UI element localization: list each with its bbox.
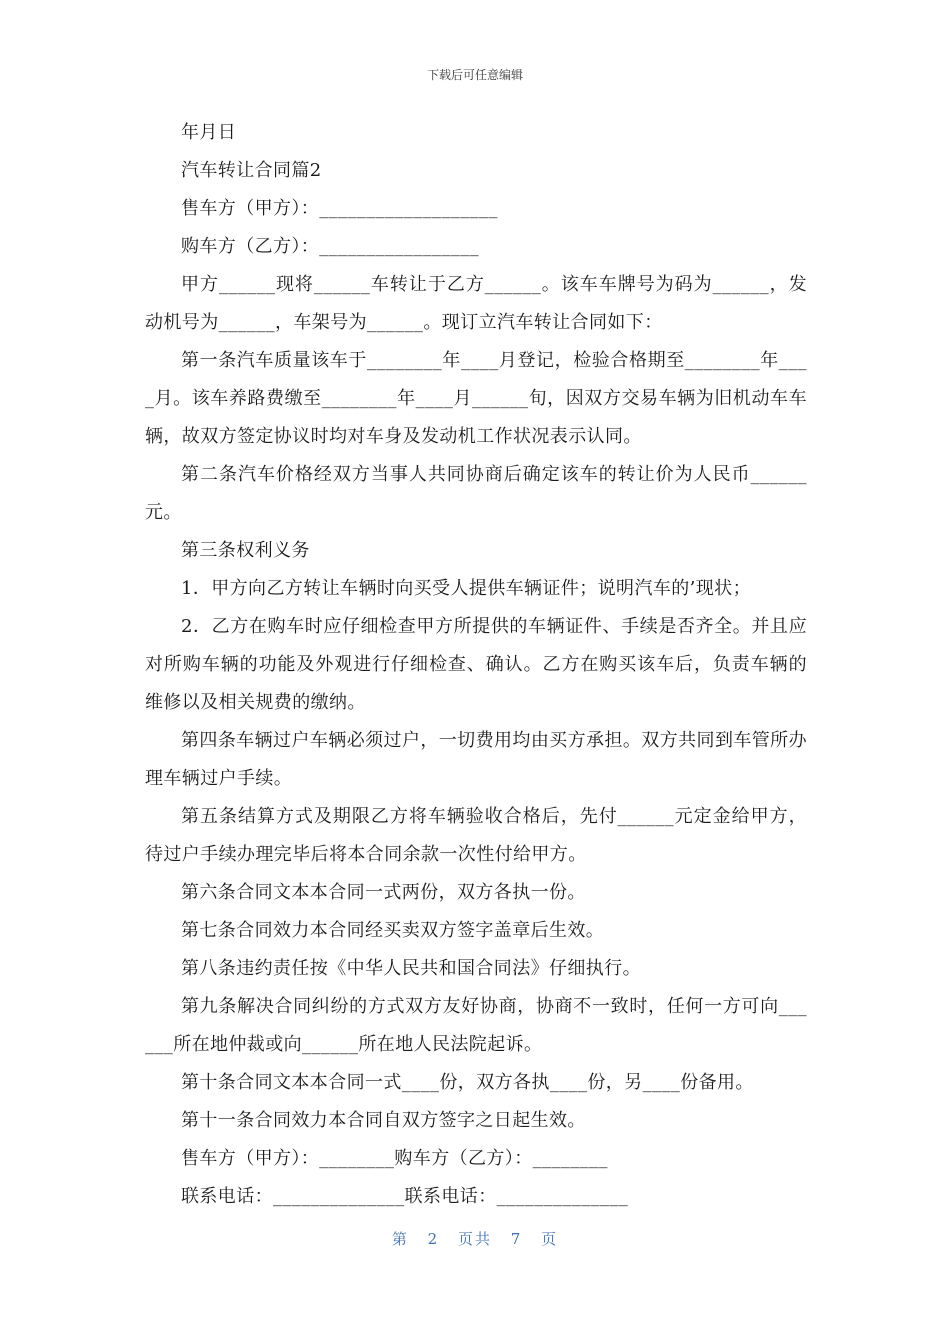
current-page-number: 2 — [427, 1230, 440, 1248]
article-1: 第一条汽车质量该车于________年____月登记，检验合格期至________年____月。该车养路费缴至________年____月______旬，因双方交易车辆为旧机动车车辆，故双方签定协议时均对车身及发动机工作状况表示认同。 — [145, 350, 807, 447]
article-8: 第八条违约责任按《中华人民共和国合同法》仔细执行。 — [181, 958, 641, 979]
article-2: 第二条汽车价格经双方当事人共同协商后确定该车的转让价为人民币______元。 — [145, 464, 807, 523]
intro-paragraph: 甲方______现将______车转让于乙方______。该车车牌号为码为______，发动机号为______，车架号为______。现订立汽车转让合同如下： — [145, 274, 807, 333]
article-11: 第十一条合同效力本合同自双方签字之日起生效。 — [181, 1110, 586, 1131]
article-3-item-1: 1．甲方向乙方转让车辆时向买受人提供车辆证件；说明汽车的’现状； — [181, 578, 751, 599]
header-note: 下载后可任意编辑 — [426, 68, 523, 82]
article-9: 第九条解决合同纠纷的方式双方友好协商，协商不一致时，任何一方可向______所在地仲裁或向______所在地人民法院起诉。 — [145, 996, 807, 1055]
page-of-label: 页共 — [457, 1230, 492, 1248]
page-footer — [0, 1228, 950, 1249]
article-4: 第四条车辆过户车辆必须过户，一切费用均由买方承担。双方共同到车管所办理车辆过户手续。 — [145, 730, 807, 789]
document-body — [145, 114, 807, 1216]
page-suffix: 页 — [541, 1230, 559, 1248]
article-6: 第六条合同文本本合同一式两份，双方各执一份。 — [181, 882, 586, 903]
article-3-heading: 第三条权利义务 — [181, 540, 310, 561]
article-7: 第七条合同效力本合同经买卖双方签字盖章后生效。 — [181, 920, 605, 941]
article-3-item-2: 2．乙方在购车时应仔细检查甲方所提供的车辆证件、手续是否齐全。并且应对所购车辆的功能及外观进行仔细检查、确认。乙方在购买该车后，负责车辆的维修以及相关规费的缴纳。 — [145, 616, 807, 713]
seller-line: 售车方（甲方）：___________________ — [181, 198, 498, 219]
total-pages-number: 7 — [510, 1230, 523, 1248]
contract-title: 汽车转让合同篇2 — [181, 160, 322, 181]
phone-line: 联系电话：______________联系电话：______________ — [181, 1186, 629, 1207]
article-10: 第十条合同文本本合同一式____份，双方各执____份，另____份备用。 — [181, 1072, 754, 1093]
buyer-line: 购车方（乙方）：_________________ — [181, 236, 479, 257]
article-5: 第五条结算方式及期限乙方将车辆验收合格后，先付______元定金给甲方，待过户手续办理完毕后将本合同余款一次性付给甲方。 — [145, 806, 807, 865]
signature-line: 售车方（甲方）：________购车方（乙方）：________ — [181, 1148, 608, 1169]
page-label: 第 — [391, 1230, 409, 1248]
date-line: 年月日 — [181, 122, 237, 143]
